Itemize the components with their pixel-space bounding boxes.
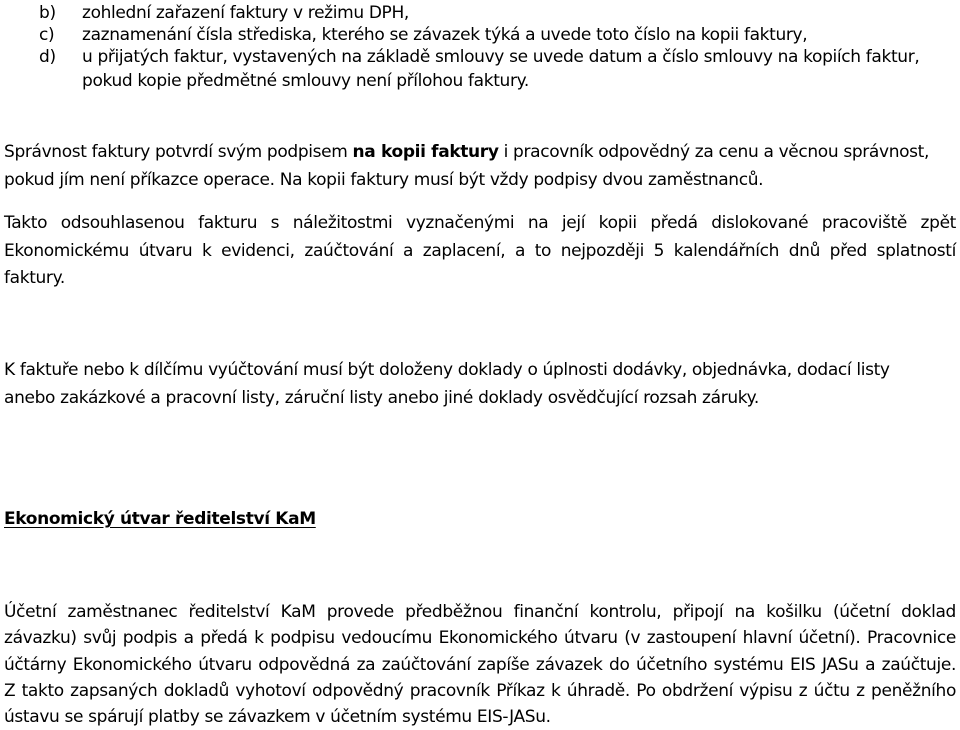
text-run: Správnost faktury potvrdí svým podpisem [4,142,353,162]
list-item-text: u přijatých faktur, vystavených na základě smlouvy se uvede datum a číslo smlouvy na kopiích faktur, [82,47,920,67]
section-heading: Ekonomický útvar ředitelství KaM [4,509,316,529]
list-marker: d) [39,47,56,67]
paragraph-line: faktury. [4,268,65,288]
list-item-text: zaznamenání čísla střediska, kterého se závazek týká a uvede toto číslo na kopii faktury, [82,25,808,45]
paragraph-line: ústavu se spárují platby se závazkem v účetním systému EIS-JASu. [4,707,551,727]
paragraph-line: závazku) svůj podpis a předá k podpisu vedoucímu Ekonomického útvaru (v zastoupení hlavní účetní). Pracovnice [4,628,956,648]
paragraph-line [4,140,929,164]
list-marker: c) [39,25,55,45]
paragraph-line: Takto odsouhlasenou fakturu s náležitostmi vyznačenými na její kopii předá dislokované pracoviště zpět [4,213,956,233]
list-item-text: zohlední zařazení faktury v režimu DPH, [82,3,409,23]
paragraph-line: anebo zakázkové a pracovní listy, záruční listy anebo jiné doklady osvědčující rozsah záruky. [4,388,759,408]
paragraph-line: K faktuře nebo k dílčímu vyúčtování musí být doloženy doklady o úplnosti dodávky, objednávka, dodací listy [4,360,890,380]
text-run: i pracovník odpovědný za cenu a věcnou správnost, [498,142,930,162]
paragraph-line: účtárny Ekonomického útvaru odpovědná za zaúčtování zapíše závazek do účetního systému EIS JASu a zaúčtuje. [4,655,956,675]
paragraph-line: pokud jím není příkazce operace. Na kopii faktury musí být vždy podpisy dvou zaměstnanců. [4,170,764,190]
list-marker: b) [39,3,56,23]
bold-text-run: na kopii faktury [352,142,499,162]
list-item-text: pokud kopie předmětné smlouvy není přílohou faktury. [82,71,529,91]
paragraph-line: Ekonomickému útvaru k evidenci, zaúčtování a zaplacení, a to nejpozději 5 kalendářních dnů před splatností [4,241,956,261]
paragraph-line: Účetní zaměstnanec ředitelství KaM provede předběžnou finanční kontrolu, připojí na košilku (účetní doklad [4,602,956,622]
paragraph-line: Z takto zapsaných dokladů vyhotoví odpovědný pracovník Příkaz k úhradě. Po obdržení výpisu z účtu z peněžního [4,681,956,701]
